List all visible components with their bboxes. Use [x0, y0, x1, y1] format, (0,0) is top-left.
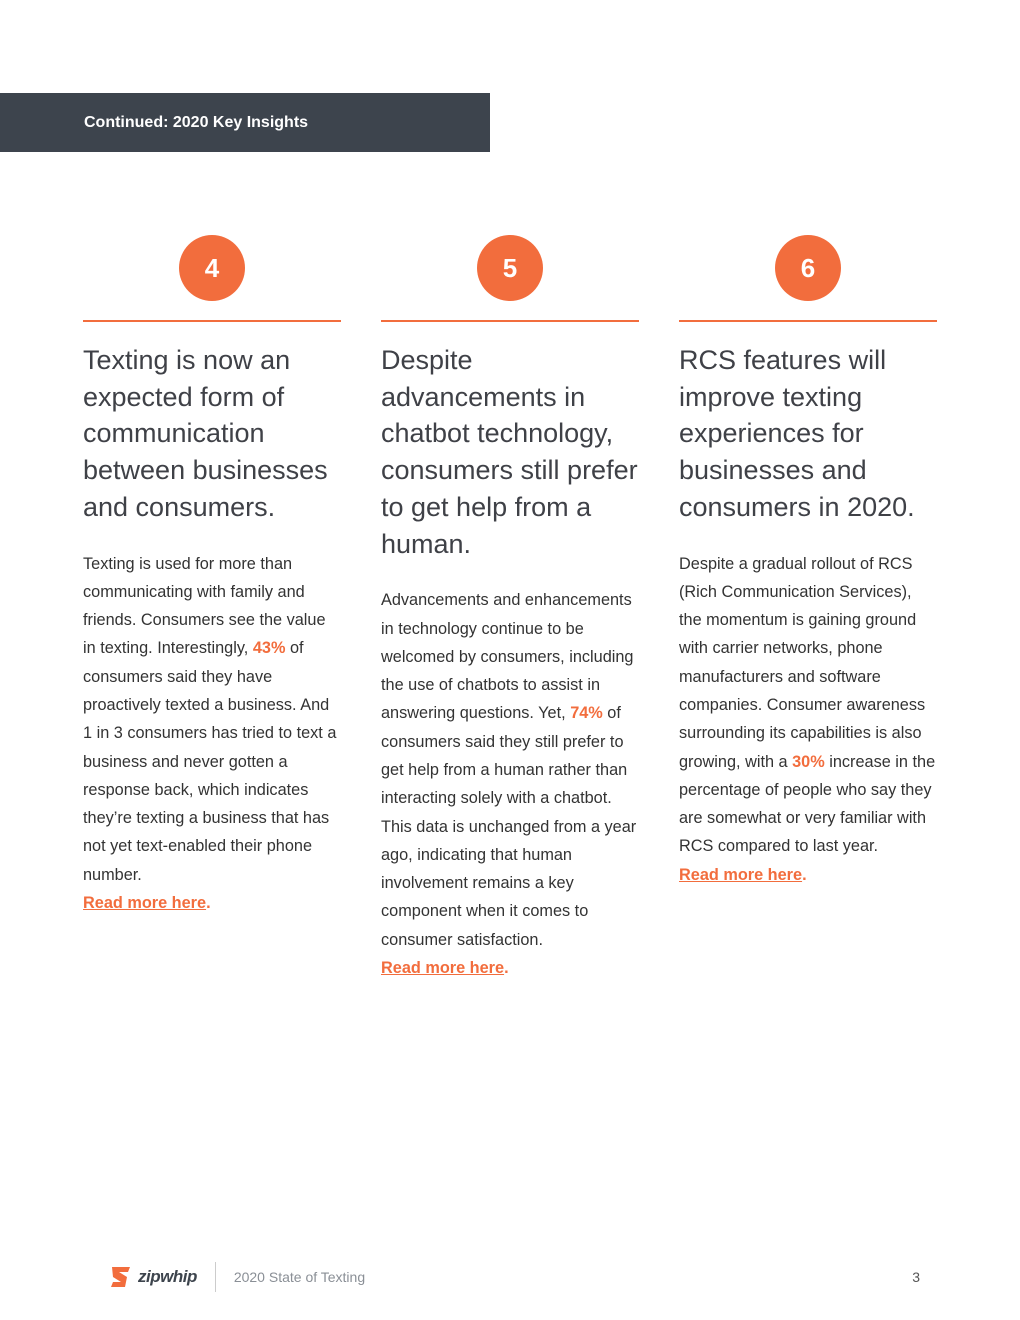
read-more-link[interactable]: Read more here [83, 894, 207, 913]
orange-divider [83, 320, 341, 322]
insight-column-6 [679, 235, 937, 889]
link-period: . [504, 959, 509, 978]
orange-divider [679, 320, 937, 322]
insight-number-badge: 6 [775, 235, 841, 301]
zipwhip-logo-icon [108, 1264, 134, 1290]
read-more-link[interactable]: Read more here [679, 865, 803, 884]
insight-column-5 [381, 235, 639, 982]
section-header-title: Continued: 2020 Key Insights [84, 113, 309, 131]
footer-doc-title: 2020 State of Texting [233, 1269, 366, 1285]
insight-heading: RCS features will improve texting experiences for businesses and consumers in 2020. [679, 345, 915, 522]
logo-wordmark: zipwhip [138, 1267, 197, 1286]
read-more-link[interactable]: Read more here [381, 959, 505, 978]
link-period: . [802, 865, 807, 884]
body-text: of consumers said they have proactively texted a business. And 1 in 3 consumers has tried to text a business and never gotten a response back, which indicates they’re texting a business that has not yet text-enabled their phone number. [83, 639, 337, 884]
footer-divider [215, 1262, 216, 1292]
stat-highlight: 43% [252, 639, 286, 658]
insight-number-badge: 5 [477, 235, 543, 301]
insight-column-4 [83, 235, 341, 917]
insight-number-badge: 4 [179, 235, 245, 301]
insight-heading: Texting is now an expected form of communication between businesses and consumers. [83, 345, 328, 522]
zipwhip-logo [108, 1264, 197, 1290]
section-header-bar [0, 93, 490, 152]
body-text: Advancements and enhancements in technology continue to be welcomed by consumers, including the use of chatbots to assist in answering questions. Yet, [381, 591, 634, 723]
insight-body [679, 550, 937, 890]
body-text: of consumers said they still prefer to get help from a human rather than interacting solely with a chatbot. This data is unchanged from a year ago, indicating that human involvement remains a key component when it comes to consumer satisfaction. [381, 704, 637, 949]
body-text: increase in the percentage of people who say they are somewhat or very familiar with RCS compared to last year. [679, 752, 936, 856]
insight-body [381, 586, 639, 982]
insight-body [83, 550, 341, 918]
insight-heading: Despite advancements in chatbot technology, consumers still prefer to get help from a human. [381, 345, 638, 559]
link-period: . [206, 894, 211, 913]
page-number: 3 [912, 1269, 920, 1285]
page-footer [108, 1262, 920, 1292]
orange-divider [381, 320, 639, 322]
stat-highlight: 30% [792, 752, 825, 771]
body-text: Despite a gradual rollout of RCS (Rich Communication Services), the momentum is gaining ground with carrier networks, phone manufacturers and software companies. Consumer awareness surrounding its capabilities is also growing, with a [679, 554, 926, 771]
stat-highlight: 74% [570, 704, 603, 723]
body-text: Texting is used for more than communicating with family and friends. Consumers see the value in texting. Interestingly, [83, 554, 326, 658]
